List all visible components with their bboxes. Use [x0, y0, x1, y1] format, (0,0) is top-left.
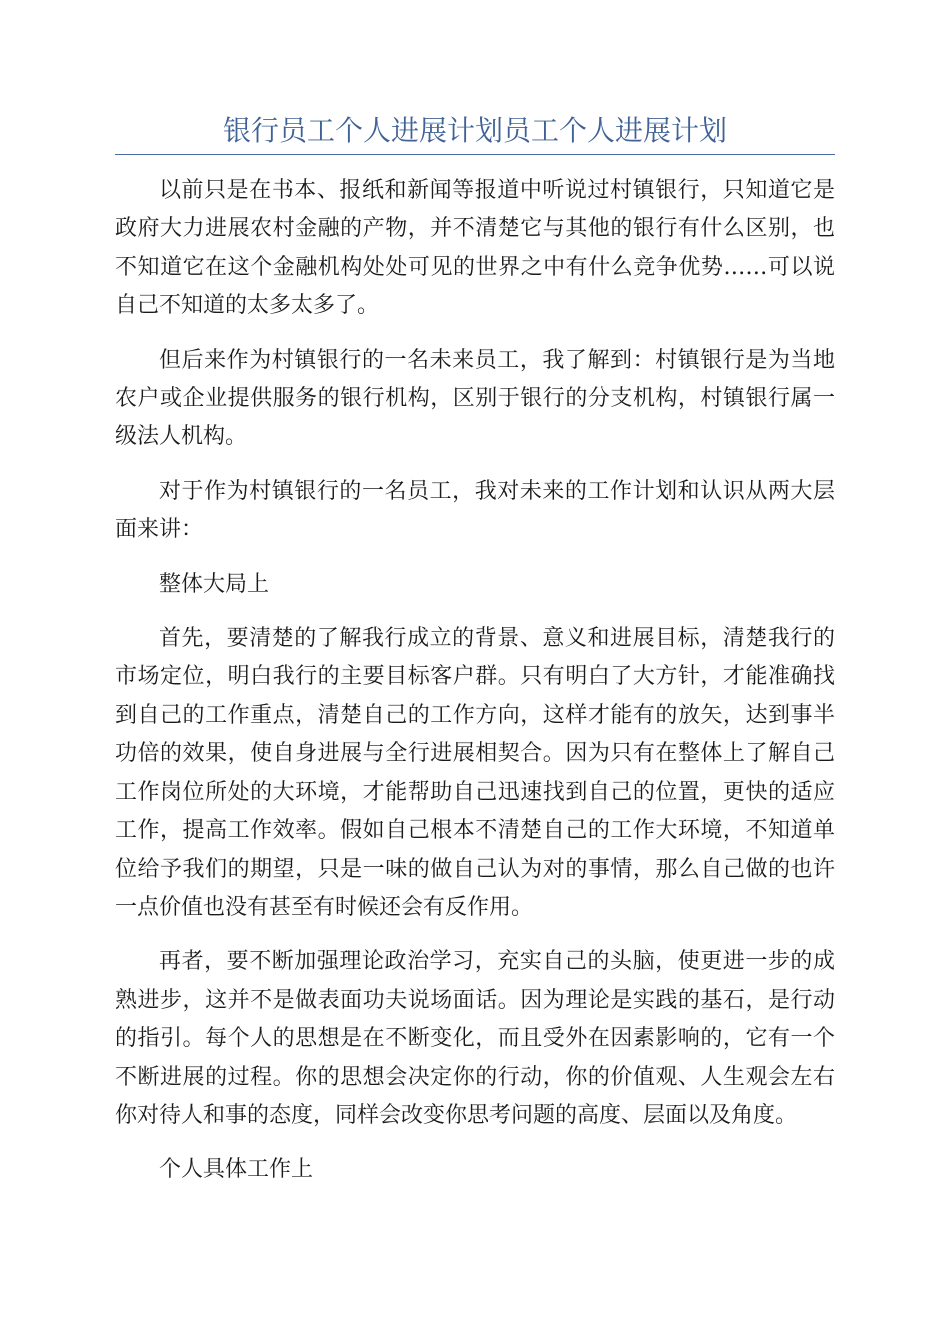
paragraph-intro: 以前只是在书本、报纸和新闻等报道中听说过村镇银行，只知道它是政府大力进展农村金融的产物，并不清楚它与其他的银行有什么区别，也不知道它在这个金融机构处处可见的世界之中有什么竞争优势……可以说自己不知道的太多太多了。	[115, 178, 835, 319]
paragraph-second: 再者，要不断加强理论政治学习，充实自己的头脑，使更进一步的成熟进步，这并不是做表面功夫说场面话。因为理论是实践的基石，是行动的指引。每个人的思想是在不断变化，而且受外在因素影响的，它有一个不断进展的过程。你的思想会决定你的行动，你的价值观、人生观会左右你对待人和事的态度，同样会改变你思考问题的高度、层面以及角度。	[115, 949, 835, 1128]
paragraph-first: 首先，要清楚的了解我行成立的背景、意义和进展目标，清楚我行的市场定位，明白我行的主要目标客户群。只有明白了大方针，才能准确找到自己的工作重点，清楚自己的工作方向，这样才能有的放矢，达到事半功倍的效果，使自身进展与全行进展相契合。因为只有在整体上了解自己工作岗位所处的大环境，才能帮助自己迅速找到自己的位置，更快的适应工作，提高工作效率。假如自己根本不清楚自己的工作大环境，不知道单位给予我们的期望，只是一味的做自己认为对的事情，那么自己做的也许一点价值也没有甚至有时候还会有反作用。	[115, 626, 835, 920]
page-title: 银行员工个人进展计划员工个人进展计划	[222, 114, 727, 147]
paragraph-later-understanding: 但后来作为村镇银行的一名未来员工，我了解到：村镇银行是为当地农户或企业提供服务的银行机构，区别于银行的分支机构，村镇银行属一级法人机构。	[115, 347, 835, 450]
paragraph-two-levels: 对于作为村镇银行的一名员工，我对未来的工作计划和认识从两大层面来讲：	[115, 478, 835, 543]
section-heading-personal: 个人具体工作上	[159, 1157, 314, 1183]
section-heading-overall: 整体大局上	[159, 571, 270, 597]
document-body	[115, 172, 835, 1206]
title-divider	[115, 154, 835, 155]
